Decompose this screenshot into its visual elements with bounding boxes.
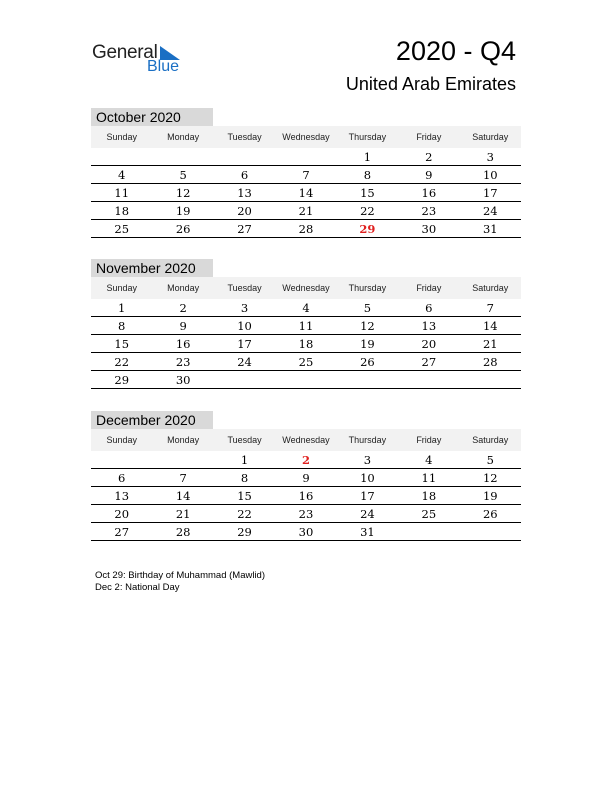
day-cell: 7 [152,469,213,487]
week-row [91,523,521,541]
day-cell: 14 [460,317,521,335]
day-cell: 13 [398,317,459,335]
day-cell: 31 [337,523,398,541]
day-cell: 16 [152,335,213,353]
day-cell: 27 [398,353,459,371]
weekday-header: Wednesday [282,132,330,142]
day-cell: 10 [214,317,275,335]
empty-day-cell [460,523,521,541]
day-cell: 4 [398,451,459,469]
day-cell: 30 [398,220,459,238]
day-cell: 12 [152,184,213,202]
week-row [91,451,521,469]
day-cell: 28 [460,353,521,371]
day-cell: 30 [275,523,336,541]
weekday-header: Friday [416,283,442,293]
day-cell: 24 [460,202,521,220]
weekday-header: Wednesday [282,435,330,445]
weekday-header: Saturday [472,132,509,142]
calendar-november [91,259,521,389]
week-row [91,505,521,523]
day-cell: 12 [460,469,521,487]
empty-day-cell [275,148,336,166]
day-cell: 14 [275,184,336,202]
day-cell: 18 [91,202,152,220]
day-cell: 2 [398,148,459,166]
day-cell: 29 [337,220,398,238]
empty-day-cell [91,451,152,469]
month-grid [91,277,521,389]
day-cell: 3 [214,299,275,317]
day-cell: 21 [275,202,336,220]
day-cell: 22 [214,505,275,523]
week-row [91,166,521,184]
day-cell: 23 [275,505,336,523]
day-cell: 22 [337,202,398,220]
day-cell: 16 [398,184,459,202]
day-cell: 17 [214,335,275,353]
day-cell: 2 [275,451,336,469]
day-cell: 20 [91,505,152,523]
day-cell: 15 [91,335,152,353]
weekday-header: Tuesday [227,435,262,445]
logo-blue-text: Blue [147,58,180,75]
day-cell: 5 [152,166,213,184]
brand-logo [92,42,192,78]
page-title: 2020 - Q4 [395,36,516,66]
day-cell: 15 [337,184,398,202]
day-cell: 26 [152,220,213,238]
day-cell: 22 [91,353,152,371]
weekday-header: Monday [167,132,200,142]
weekday-header: Thursday [348,283,387,293]
day-cell: 27 [214,220,275,238]
week-row [91,371,521,389]
day-cell: 5 [460,451,521,469]
week-row [91,487,521,505]
day-cell: 28 [275,220,336,238]
week-row [91,202,521,220]
day-cell: 23 [398,202,459,220]
day-cell: 25 [275,353,336,371]
day-cell: 1 [91,299,152,317]
month-label: December 2020 [91,411,213,429]
logo-general-text: General [92,42,158,63]
month-label: October 2020 [91,108,213,126]
weekday-header: Sunday [106,132,137,142]
day-cell: 25 [398,505,459,523]
weekday-header: Tuesday [227,283,262,293]
day-cell: 29 [214,523,275,541]
day-cell: 1 [337,148,398,166]
weekday-header: Monday [167,435,200,445]
day-cell: 14 [152,487,213,505]
holiday-note: Dec 2: National Day [95,582,180,593]
day-cell: 9 [275,469,336,487]
day-cell: 4 [91,166,152,184]
week-row [91,335,521,353]
empty-day-cell [460,371,521,389]
day-cell: 10 [460,166,521,184]
day-cell: 30 [152,371,213,389]
day-cell: 13 [214,184,275,202]
day-cell: 18 [275,335,336,353]
month-grid [91,429,521,541]
day-cell: 9 [398,166,459,184]
day-cell: 27 [91,523,152,541]
day-cell: 8 [337,166,398,184]
weekday-header: Wednesday [282,283,330,293]
empty-day-cell [214,148,275,166]
day-cell: 16 [275,487,336,505]
day-cell: 11 [275,317,336,335]
day-cell: 20 [214,202,275,220]
day-cell: 19 [460,487,521,505]
empty-day-cell [337,371,398,389]
day-cell: 17 [337,487,398,505]
weekday-header: Thursday [348,132,387,142]
weekday-header: Tuesday [227,132,262,142]
week-row [91,353,521,371]
weekday-header: Saturday [472,435,509,445]
empty-day-cell [91,148,152,166]
day-cell: 4 [275,299,336,317]
weekday-header: Sunday [106,435,137,445]
week-row [91,469,521,487]
day-cell: 17 [460,184,521,202]
weekday-header: Saturday [472,283,509,293]
empty-day-cell [152,451,213,469]
week-row [91,148,521,166]
day-cell: 3 [460,148,521,166]
holiday-note: Oct 29: Birthday of Muhammad (Mawlid) [95,570,266,581]
day-cell: 28 [152,523,213,541]
day-cell: 21 [152,505,213,523]
day-cell: 18 [398,487,459,505]
day-cell: 15 [214,487,275,505]
weekday-header: Monday [167,283,200,293]
empty-day-cell [398,523,459,541]
empty-day-cell [152,148,213,166]
day-cell: 29 [91,371,152,389]
day-cell: 11 [398,469,459,487]
day-cell: 25 [91,220,152,238]
month-label: November 2020 [91,259,213,277]
day-cell: 23 [152,353,213,371]
empty-day-cell [275,371,336,389]
week-row [91,317,521,335]
day-cell: 19 [152,202,213,220]
day-cell: 6 [398,299,459,317]
day-cell: 5 [337,299,398,317]
weekday-header: Friday [416,132,442,142]
day-cell: 1 [214,451,275,469]
day-cell: 31 [460,220,521,238]
day-cell: 20 [398,335,459,353]
day-cell: 24 [214,353,275,371]
day-cell: 7 [460,299,521,317]
empty-day-cell [398,371,459,389]
day-cell: 12 [337,317,398,335]
empty-day-cell [214,371,275,389]
country-subtitle: United Arab Emirates [345,74,516,94]
week-row [91,299,521,317]
holiday-notes [95,570,265,594]
weekday-header: Thursday [348,435,387,445]
calendar-december [91,411,521,541]
day-cell: 7 [275,166,336,184]
calendar-october [91,108,521,238]
day-cell: 9 [152,317,213,335]
day-cell: 11 [91,184,152,202]
day-cell: 2 [152,299,213,317]
month-grid [91,126,521,238]
day-cell: 8 [214,469,275,487]
day-cell: 26 [460,505,521,523]
day-cell: 3 [337,451,398,469]
weekday-header: Friday [416,435,442,445]
day-cell: 8 [91,317,152,335]
day-cell: 24 [337,505,398,523]
day-cell: 6 [214,166,275,184]
week-row [91,220,521,238]
week-row [91,184,521,202]
day-cell: 10 [337,469,398,487]
day-cell: 21 [460,335,521,353]
weekday-header: Sunday [106,283,137,293]
day-cell: 13 [91,487,152,505]
day-cell: 6 [91,469,152,487]
day-cell: 26 [337,353,398,371]
day-cell: 19 [337,335,398,353]
